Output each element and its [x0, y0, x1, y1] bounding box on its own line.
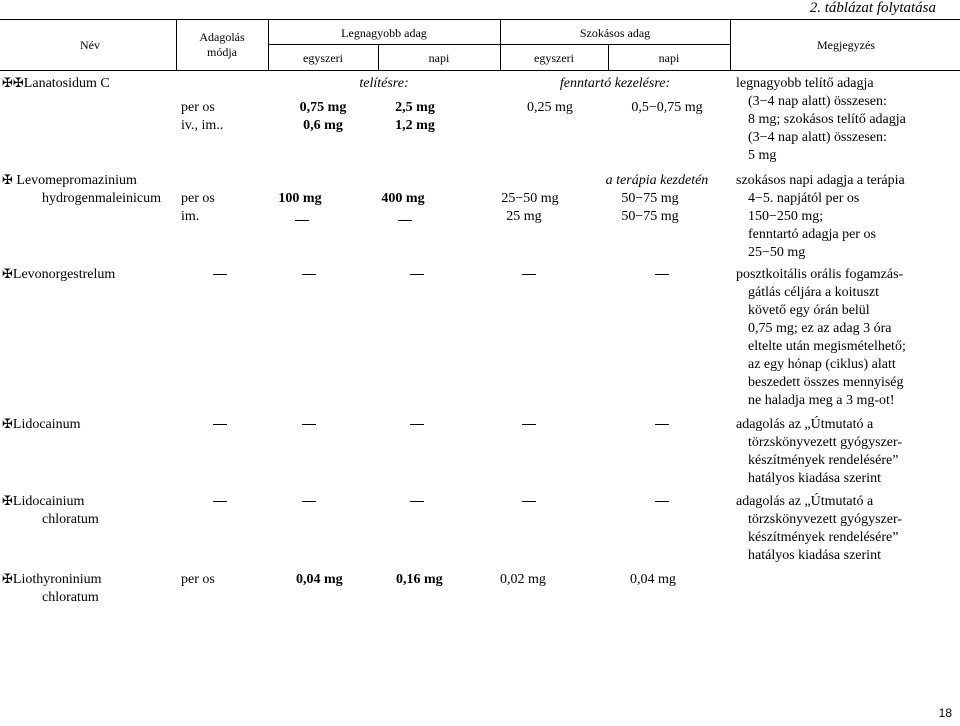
route: per os — [181, 572, 215, 587]
row-name: ✠Lidocainium — [2, 494, 85, 509]
usual-single: 0,25 mg — [527, 100, 573, 115]
header-name: Név — [80, 38, 100, 52]
header-notes: Megjegyzés — [817, 38, 875, 52]
header-usual-dose: Szokásos adag — [579, 26, 651, 40]
dash — [655, 501, 669, 502]
header-route-line1: Adagolás — [199, 30, 245, 44]
row-name: ✠Liothyroninium — [2, 572, 102, 587]
max-single: 0,04 mg — [296, 572, 343, 587]
note-line: (3−4 nap alatt) összesen: — [748, 94, 887, 109]
header-divider — [730, 19, 731, 71]
dash — [655, 424, 669, 425]
usual-daily: 50−75 mg — [621, 191, 679, 206]
cross-mark-icon: ✠✠ — [2, 76, 24, 91]
note-line: készítmények rendelésére” — [748, 453, 899, 468]
max-single: 0,75 mg — [299, 100, 347, 115]
header-mid-rule — [268, 44, 730, 45]
max-daily: 2,5 mg — [395, 100, 435, 115]
header-max-single: egyszeri — [303, 51, 343, 65]
note-line: 0,75 mg; ez az adag 3 óra — [748, 321, 892, 336]
usual-daily: 0,04 mg — [630, 572, 676, 587]
dash — [213, 424, 227, 425]
header-divider — [268, 19, 269, 71]
note-line: 4−5. napjától per os — [748, 191, 860, 206]
note-line: posztkoitális orális fogamzás- — [736, 267, 904, 282]
note-line: hatályos kiadása szerint — [748, 548, 881, 563]
max-daily: 0,16 mg — [396, 572, 443, 587]
row-name: ✠Levonorgestrelum — [2, 267, 116, 282]
note-line: adagolás az „Útmutató a — [736, 417, 874, 432]
continuation-title: 2. táblázat folytatása — [809, 0, 936, 16]
row-name: ✠✠Lanatosidum C — [2, 76, 110, 91]
row-name-cont: hydrogenmaleinicum — [42, 191, 161, 206]
dash — [302, 274, 316, 275]
row-name-cont: chloratum — [42, 590, 99, 605]
row-name: ✠Lidocainum — [2, 417, 81, 432]
note-line: ne haladja meg a 3 mg-ot! — [748, 393, 895, 408]
note-line: 150−250 mg; — [748, 209, 824, 224]
max-single: 0,6 mg — [303, 118, 343, 133]
dash — [213, 501, 227, 502]
note-line: (3−4 nap alatt) összesen: — [748, 130, 887, 145]
note-line: törzskönyvezett gyógyszer- — [748, 435, 903, 450]
header-divider — [176, 19, 177, 71]
note-line: az egy hónap (ciklus) alatt — [748, 357, 896, 372]
dash — [398, 220, 412, 221]
note-line: fenntartó adagja per os — [748, 227, 876, 242]
header-bottom-rule — [0, 70, 960, 71]
route: im. — [181, 209, 200, 224]
dash — [522, 424, 536, 425]
note-line: 25−50 mg — [748, 245, 806, 260]
max-daily: 400 mg — [381, 191, 425, 206]
dash — [302, 424, 316, 425]
usual-single: 25−50 mg — [501, 191, 559, 206]
note-line: 5 mg — [748, 148, 777, 163]
header-route-line2: módja — [207, 45, 237, 59]
dash — [522, 274, 536, 275]
dash — [522, 501, 536, 502]
cross-mark-icon: ✠ — [2, 572, 13, 587]
usual-single: 0,02 mg — [500, 572, 546, 587]
note-line: törzskönyvezett gyógyszer- — [748, 512, 903, 527]
note-line: 8 mg; szokásos telítő adagja — [748, 112, 906, 127]
route: iv., im.. — [181, 118, 224, 133]
header-max-daily: napi — [428, 51, 450, 65]
dash — [410, 501, 424, 502]
cross-mark-icon: ✠ — [2, 494, 13, 509]
note-line: beszedett összes mennyiség — [748, 375, 904, 390]
header-usual-daily: napi — [658, 51, 680, 65]
usual-single: 25 mg — [506, 209, 542, 224]
header-divider — [500, 19, 501, 71]
note-line: hatályos kiadása szerint — [748, 471, 881, 486]
usual-daily: 0,5−0,75 mg — [631, 100, 703, 115]
header-top-rule — [0, 19, 960, 20]
row-name-cont: chloratum — [42, 512, 99, 527]
dash — [410, 274, 424, 275]
cross-mark-icon: ✠ — [2, 417, 13, 432]
note-line: eltelte után megismételhető; — [748, 339, 906, 354]
dash — [302, 501, 316, 502]
header-usual-single: egyszeri — [534, 51, 574, 65]
dash — [213, 274, 227, 275]
therapy-start-label: a terápia kezdetén — [605, 173, 709, 188]
route: per os — [181, 191, 215, 206]
usual-daily: 50−75 mg — [621, 209, 679, 224]
maintenance-label: fenntartó kezelésre: — [559, 76, 671, 91]
row-name: ✠ Levomepromazinium — [2, 173, 137, 188]
dash — [295, 220, 309, 221]
max-single: 100 mg — [278, 191, 322, 206]
cross-mark-icon: ✠ — [2, 267, 13, 282]
note-line: adagolás az „Útmutató a — [736, 494, 874, 509]
note-line: legnagyobb telítő adagja — [736, 76, 874, 91]
header-divider — [378, 44, 379, 71]
saturation-label: telítésre: — [359, 76, 409, 91]
dash — [410, 424, 424, 425]
header-max-dose: Legnagyobb adag — [341, 26, 427, 40]
dash — [655, 274, 669, 275]
note-line: készítmények rendelésére” — [748, 530, 899, 545]
route: per os — [181, 100, 215, 115]
note-line: gátlás céljára a koituszt — [748, 285, 879, 300]
cross-mark-icon: ✠ — [2, 173, 13, 188]
header-divider — [608, 44, 609, 71]
note-line: követő egy órán belül — [748, 303, 870, 318]
page-number: 18 — [938, 706, 952, 720]
note-line: szokásos napi adagja a terápia — [736, 173, 905, 188]
max-daily: 1,2 mg — [395, 118, 435, 133]
